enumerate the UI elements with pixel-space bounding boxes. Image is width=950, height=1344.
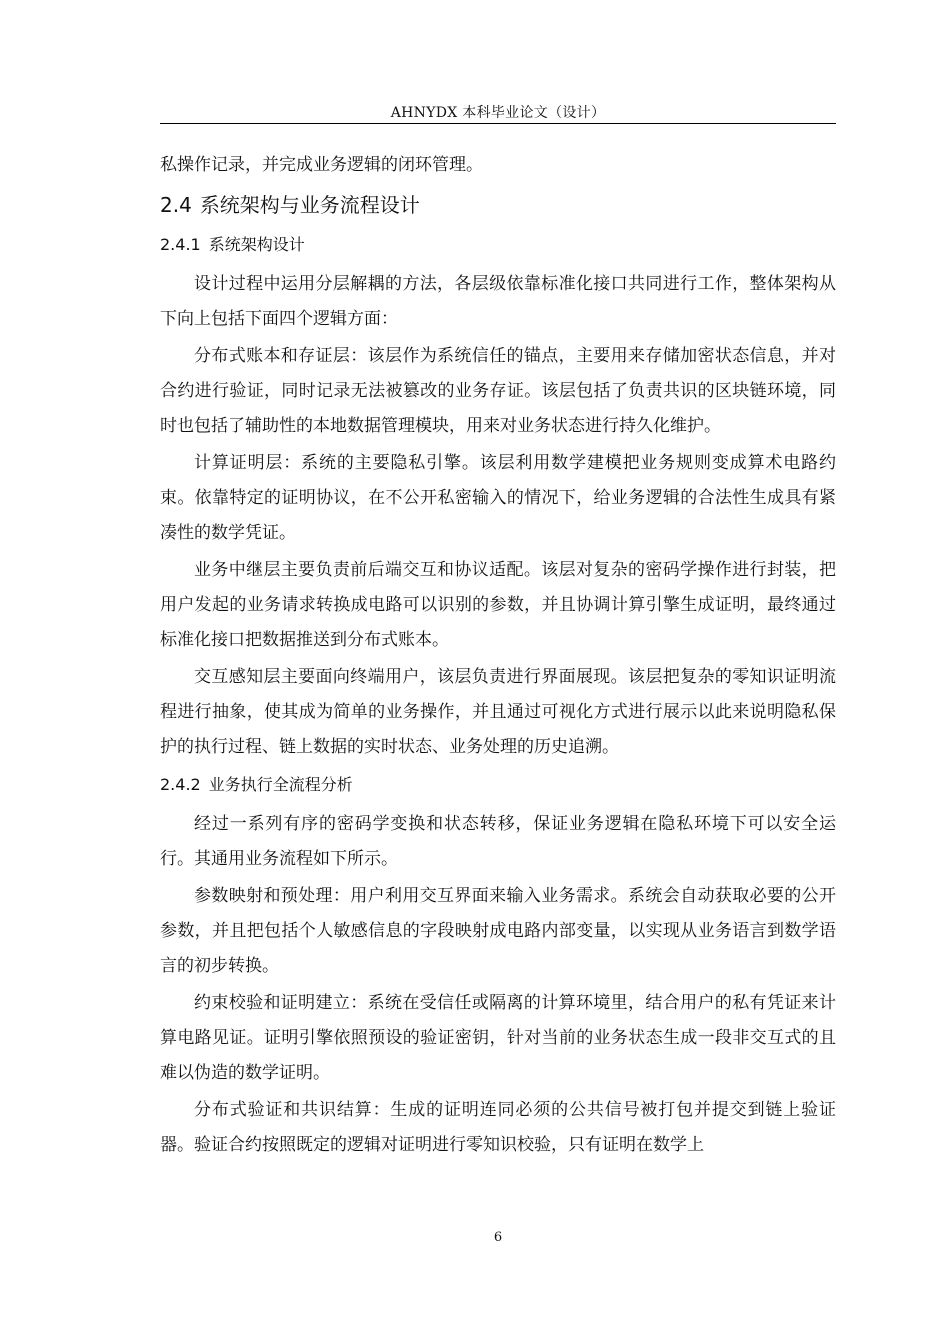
header-rule <box>160 123 836 124</box>
subsection-title: 业务执行全流程分析 <box>208 775 353 794</box>
section-title: 系统架构与业务流程设计 <box>199 193 420 217</box>
section-number: 2.4 <box>160 193 192 217</box>
paragraph: 分布式账本和存证层：该层作为系统信任的锚点，主要用来存储加密状态信息，并对合约进行验证，同时记录无法被篡改的业务存证。该层包括了负责共识的区块链环境，同时也包括了辅助性的本地数据管理模块，用来对业务状态进行持久化维护。 <box>160 346 836 436</box>
subsection-number: 2.4.2 <box>160 775 201 794</box>
subsection-title: 系统架构设计 <box>208 235 305 254</box>
paragraph: 交互感知层主要面向终端用户，该层负责进行界面展现。该层把复杂的零知识证明流程进行抽象，使其成为简单的业务操作，并且通过可视化方式进行展示以此来说明隐私保护的执行过程、链上数据的实时状态、业务处理的历史追溯。 <box>160 667 836 757</box>
paragraph: 设计过程中运用分层解耦的方法，各层级依靠标准化接口共同进行工作，整体架构从下向上包括下面四个逻辑方面： <box>160 274 836 329</box>
subsection-number: 2.4.1 <box>160 235 201 254</box>
paragraph: 分布式验证和共识结算：生成的证明连同必须的公共信号被打包并提交到链上验证器。验证合约按照既定的逻辑对证明进行零知识校验，只有证明在数学上 <box>160 1100 836 1155</box>
paragraph: 约束校验和证明建立：系统在受信任或隔离的计算环境里，结合用户的私有凭证来计算电路见证。证明引擎依照预设的验证密钥，针对当前的业务状态生成一段非交互式的且难以伪造的数学证明。 <box>160 993 836 1083</box>
paragraph: 计算证明层：系统的主要隐私引擎。该层利用数学建模把业务规则变成算术电路约束。依靠特定的证明协议，在不公开私密输入的情况下，给业务逻辑的合法性生成具有紧凑性的数学凭证。 <box>160 453 836 543</box>
page-number: 6 <box>493 1230 503 1245</box>
subsection-heading-2-4-1 <box>160 227 836 263</box>
running-header: AHNYDX 本科毕业论文（设计） <box>390 105 606 121</box>
section-heading-2-4 <box>160 185 836 225</box>
paragraph: 经过一系列有序的密码学变换和状态转移，保证业务逻辑在隐私环境下可以安全运行。其通用业务流程如下所示。 <box>160 814 836 869</box>
continuation-paragraph: 私操作记录，并完成业务逻辑的闭环管理。 <box>160 155 483 175</box>
page-body <box>160 148 836 1165</box>
paragraph: 参数映射和预处理：用户利用交互界面来输入业务需求。系统会自动获取必要的公开参数，并且把包括个人敏感信息的字段映射成电路内部变量，以实现从业务语言到数学语言的初步转换。 <box>160 886 836 976</box>
subsection-heading-2-4-2 <box>160 767 836 803</box>
paragraph: 业务中继层主要负责前后端交互和协议适配。该层对复杂的密码学操作进行封装，把用户发起的业务请求转换成电路可以识别的参数，并且协调计算引擎生成证明，最终通过标准化接口把数据推送到分布式账本。 <box>160 560 836 650</box>
